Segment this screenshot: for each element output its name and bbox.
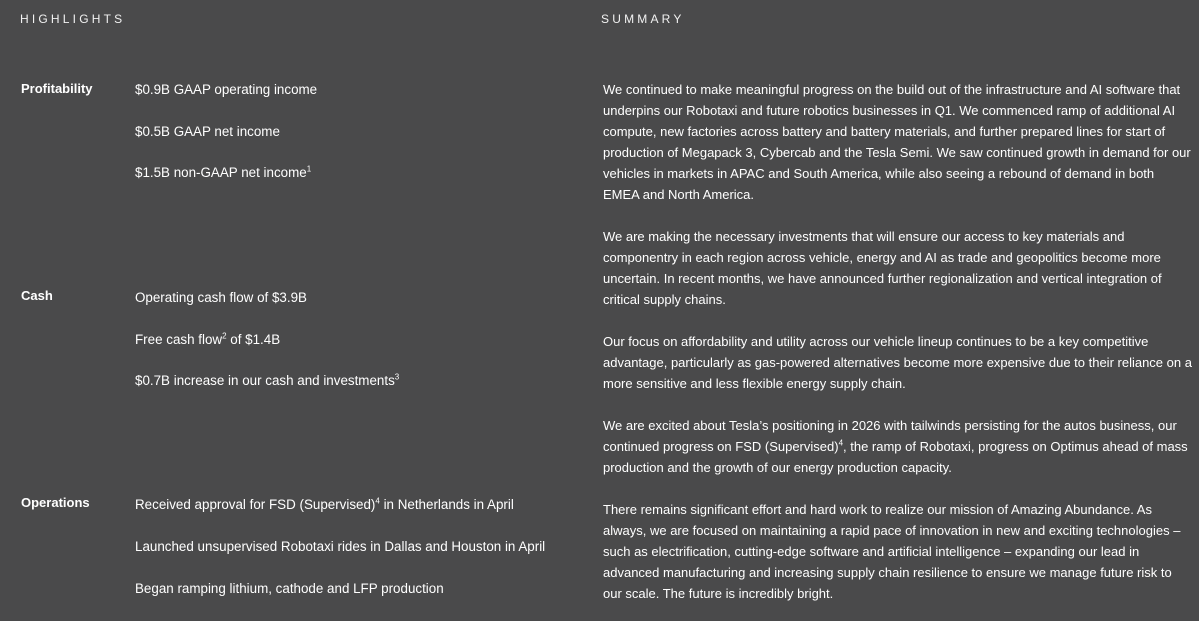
category-label-profitability: Profitability <box>21 81 93 96</box>
highlights-header: HIGHLIGHTS <box>20 12 126 26</box>
category-label-cash: Cash <box>21 288 53 303</box>
highlight-item: $1.5B non-GAAP net income$^1$ <box>135 164 312 180</box>
footnote-marker: 4 <box>375 496 380 506</box>
footnote-marker: 1 <box>306 164 312 174</box>
summary-paragraph: We are making the necessary investments that will ensure our access to key materials and componentry in each region across vehicle, energy and AI as trade and geopolitics become more uncertain. In recent months, we have announced further regionalization and vertical integration of critical supply chains. <box>603 229 1162 307</box>
category-label-operations: Operations <box>21 495 90 510</box>
footnote-marker: 2 <box>222 331 227 341</box>
highlight-item: Operating cash flow of $3.9B <box>135 290 307 305</box>
highlight-item: Launched unsupervised Robotaxi rides in Dallas and Houston in April <box>135 539 546 554</box>
highlight-item: $0.7B increase in our cash and investments$^3$ <box>135 372 400 388</box>
summary-header: SUMMARY <box>601 12 685 26</box>
summary-paragraph: There remains significant effort and hard work to realize our mission of Amazing Abundance. As always, we are focused on maintaining a rapid pace of innovation in new and exciting technologies – such as electrification, cutting-edge software and artificial intelligence – expanding our lead in advanced manufacturing and increasing supply chain resilience to ensure we manage future risk to our scale. The future is incredibly bright. <box>603 502 1181 601</box>
footnote-marker: 4 <box>838 438 844 448</box>
summary-body <box>603 79 1193 604</box>
summary-paragraph: We are excited about Tesla’s positioning in 2026 with tailwinds persisting for the autos business, our continued progress on FSD (Supervised)$^4$, the ramp of Robotaxi, progress on Optimus ahead of mass production and the growth of our energy production capacity. <box>603 418 1188 475</box>
highlight-item: Free cash flow$^2$ of $1.4B <box>135 331 281 347</box>
highlight-item: $0.9B GAAP operating income <box>135 82 318 97</box>
summary-paragraph: Our focus on affordability and utility across our vehicle lineup continues to be a key competitive advantage, particularly as gas-powered alternatives become more expensive due to their reliance on a more sensitive and less flexible energy supply chain. <box>603 334 1192 391</box>
footnote-marker: 3 <box>394 372 400 382</box>
highlight-item: $0.5B GAAP net income <box>135 124 280 139</box>
highlight-item: Received approval for FSD (Supervised)$^4$ in Netherlands in April <box>135 496 514 512</box>
summary-paragraph: We continued to make meaningful progress on the build out of the infrastructure and AI software that underpins our Robotaxi and future robotics businesses in Q1. We commenced ramp of additional AI compute, new factories across battery and battery materials, and further prepared lines for start of production of Megapack 3, Cybercab and the Tesla Semi. We saw continued growth in demand for our vehicles in markets in APAC and South America, while also seeing a rebound of demand in both EMEA and North America. <box>603 82 1191 202</box>
highlight-item: Began ramping lithium, cathode and LFP production <box>135 581 444 596</box>
